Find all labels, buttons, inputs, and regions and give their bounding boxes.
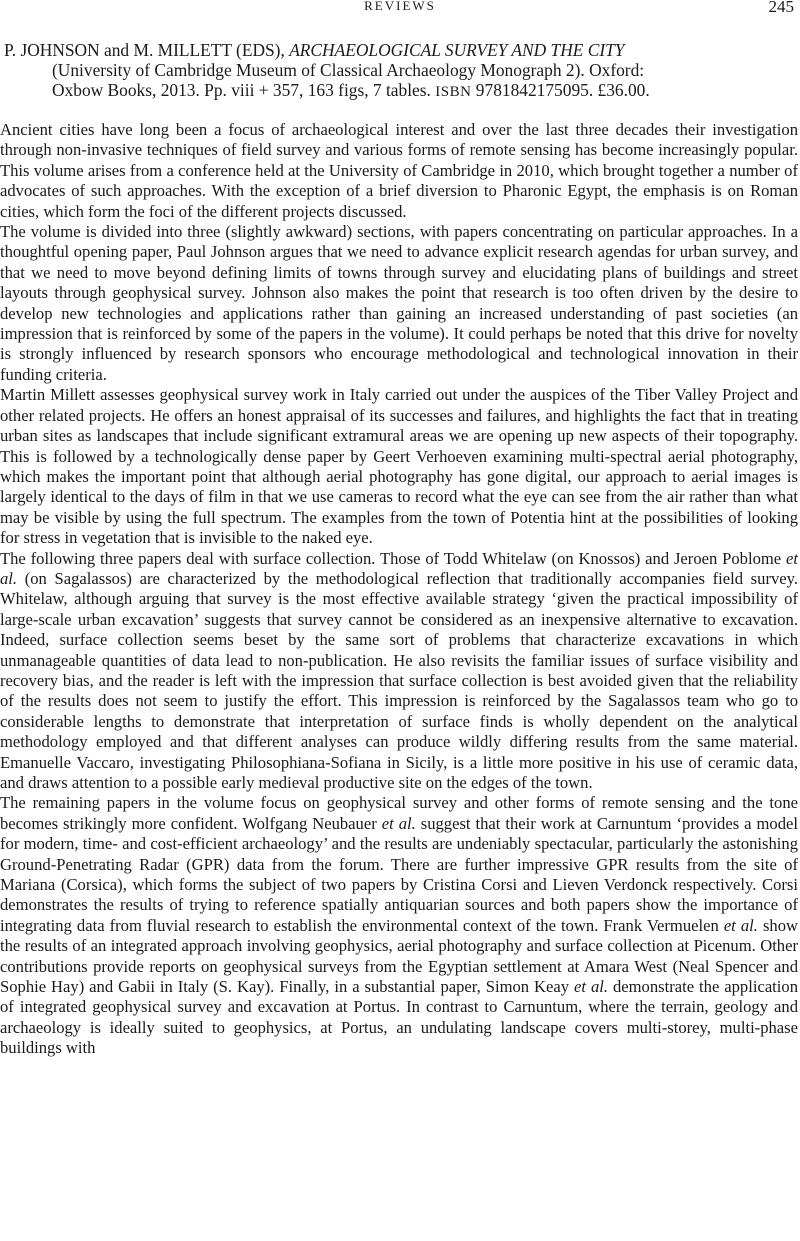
italic-text: et al. — [381, 813, 416, 833]
citation-isbn-value: 9781842175095. £36.00. — [475, 80, 650, 100]
running-title: REVIEWS — [364, 0, 436, 13]
running-head — [0, 0, 800, 18]
citation-isbn-label: ISBN — [435, 84, 472, 100]
review-paragraph — [0, 385, 798, 548]
paragraph-text: suggest that their work at Carnuntum ‘provides a model for modern, time- and cost-efficient archaeology’ and the results are undeniably spectacular, particularly the astonishing Ground-Penetrating Radar (GPR) data from the forum. There are further impressive GPR results from the site of Mariana (Corsica), which forms the subject of two papers by Cristina Corsi and Lieven Verdonck respectively. Corsi demonstrates the results of trying to reference spatially antiquarian sources and both papers show the importance of integrating data from fluvial research to establish the environmental context of the town. Frank Vermuelen — [0, 813, 798, 935]
italic-text: et al. — [723, 915, 758, 935]
citation-book-title: ARCHAEOLOGICAL SURVEY AND THE CITY — [289, 40, 625, 60]
paragraph-text: Martin Millett assesses geophysical survey work in Italy carried out under the auspices of the Tiber Valley Project and other related projects. He offers an honest appraisal of its successes and failures, and highlights the fact that in treating urban sites as landscapes that include significant extramural areas we are opening up new aspects of their topography. This is followed by a technologically dense paper by Geert Verhoeven examining multi-spectral aerial photography, which makes the important point that although aerial photography has gone digital, our approach to aerial images is largely identical to the days of film in that we use cameras to record what the eye can see from the air rather than what may be visible by using the full spectrum. The examples from the town of Potentia hint at the possibilities of looking for stress in vegetation that is invisible to the naked eye. — [0, 385, 798, 548]
page-number: 245 — [768, 0, 794, 16]
paragraph-text: The remaining papers in the volume focus on geophysical survey and other forms of remote sensing and the tone becomes strikingly more confident. Wolfgang Neubauer — [0, 793, 798, 833]
review-body — [0, 120, 798, 1059]
paragraph-text: demonstrate the application of integrated geophysical survey and excavation at Portus. In contrast to Carnuntum, where the terrain, geology and archaeology is ideally suited to geophysics, at Portus, an undulating landscape covers multi-storey, multi-phase buildings with — [0, 977, 798, 1058]
review-paragraph — [0, 222, 798, 385]
italic-text: et al. — [0, 548, 798, 588]
paragraph-text: Ancient cities have long been a focus of archaeological interest and over the last three decades their investigation through non-invasive techniques of field survey and various forms of remote sensing has become increasingly popular. This volume arises from a conference held at the University of Cambridge in 2010, which brought together a number of advocates of such approaches. With the exception of a brief diversion to Pharonic Egypt, the emphasis is on Roman cities, which form the foci of the different projects discussed. — [0, 120, 798, 221]
paragraph-text: The volume is divided into three (slightly awkward) sections, with papers concentrating on particular approaches. In a thoughtful opening paper, Paul Johnson argues that we need to advance explicit research agendas for urban survey, and that we need to move beyond defining limits of towns through survey and elucidating plans of buildings and street layouts through geophysical survey. Johnson also makes the point that research is too often driven by the desire to develop new technologies and applications rather than gaining an increased understanding of past societies (an impression that is reinforced by some of the papers in the volume). It could perhaps be noted that this drive for novelty is strongly influenced by research sponsors who encourage methodological and technological innovation in their funding criteria. — [0, 222, 798, 384]
citation-authors: P. JOHNSON and M. MILLETT (EDS), — [4, 40, 285, 60]
review-paragraph — [0, 120, 798, 222]
italic-text: et al. — [574, 977, 609, 997]
paragraph-text: show the results of an integrated approach involving geophysics, aerial photography and surface collection at Picenum. Other contributions provide reports on geophysical surveys from the Egyptian settlement at Amara West (Neal Spencer and Sophie Hay) and Gabii in Italy (S. Kay). Finally, in a substantial paper, Simon Keay — [0, 915, 798, 997]
review-paragraph — [0, 793, 798, 1058]
review-paragraph — [0, 549, 798, 794]
citation-series: (University of Cambridge Museum of Classical Archaeology Monograph 2). Oxford: — [52, 60, 645, 80]
review-citation — [4, 40, 796, 102]
paragraph-text: The following three papers deal with surface collection. Those of Todd Whitelaw (on Knossos) and Jeroen Poblome — [0, 548, 787, 568]
citation-publisher: Oxbow Books, 2013. Pp. viii + 357, 163 figs, 7 tables. — [52, 80, 431, 100]
paragraph-text: (on Sagalassos) are characterized by the methodological reflection that traditionally accompanies field survey. Whitelaw, although arguing that survey is the most effective available strategy ‘given the practical impossibility of large-scale urban excavation’ suggests that survey cannot be considered as an inexpensive alternative to excavation. Indeed, surface collection seems beset by the same sort of problems that characterize excavations in which unmanageable quantities of data lead to non-publication. He also revisits the familiar issues of surface visibility and recovery bias, and the reader is left with the impression that surface collection is best avoided given that the reliability of the results does not seem to justify the effort. This impression is reinforced by the Sagalassos team who go to considerable lengths to demonstrate that interpretation of surface finds is wholly dependent on the analytical methodology employed and that different analyses can produce wildly differing results from the same material. Emanuelle Vaccaro, investigating Philosophiana-Sofiana in Sicily, is a little more positive in his use of ceramic data, and draws attention to a possible early medieval productive site on the edges of the town. — [0, 568, 798, 792]
